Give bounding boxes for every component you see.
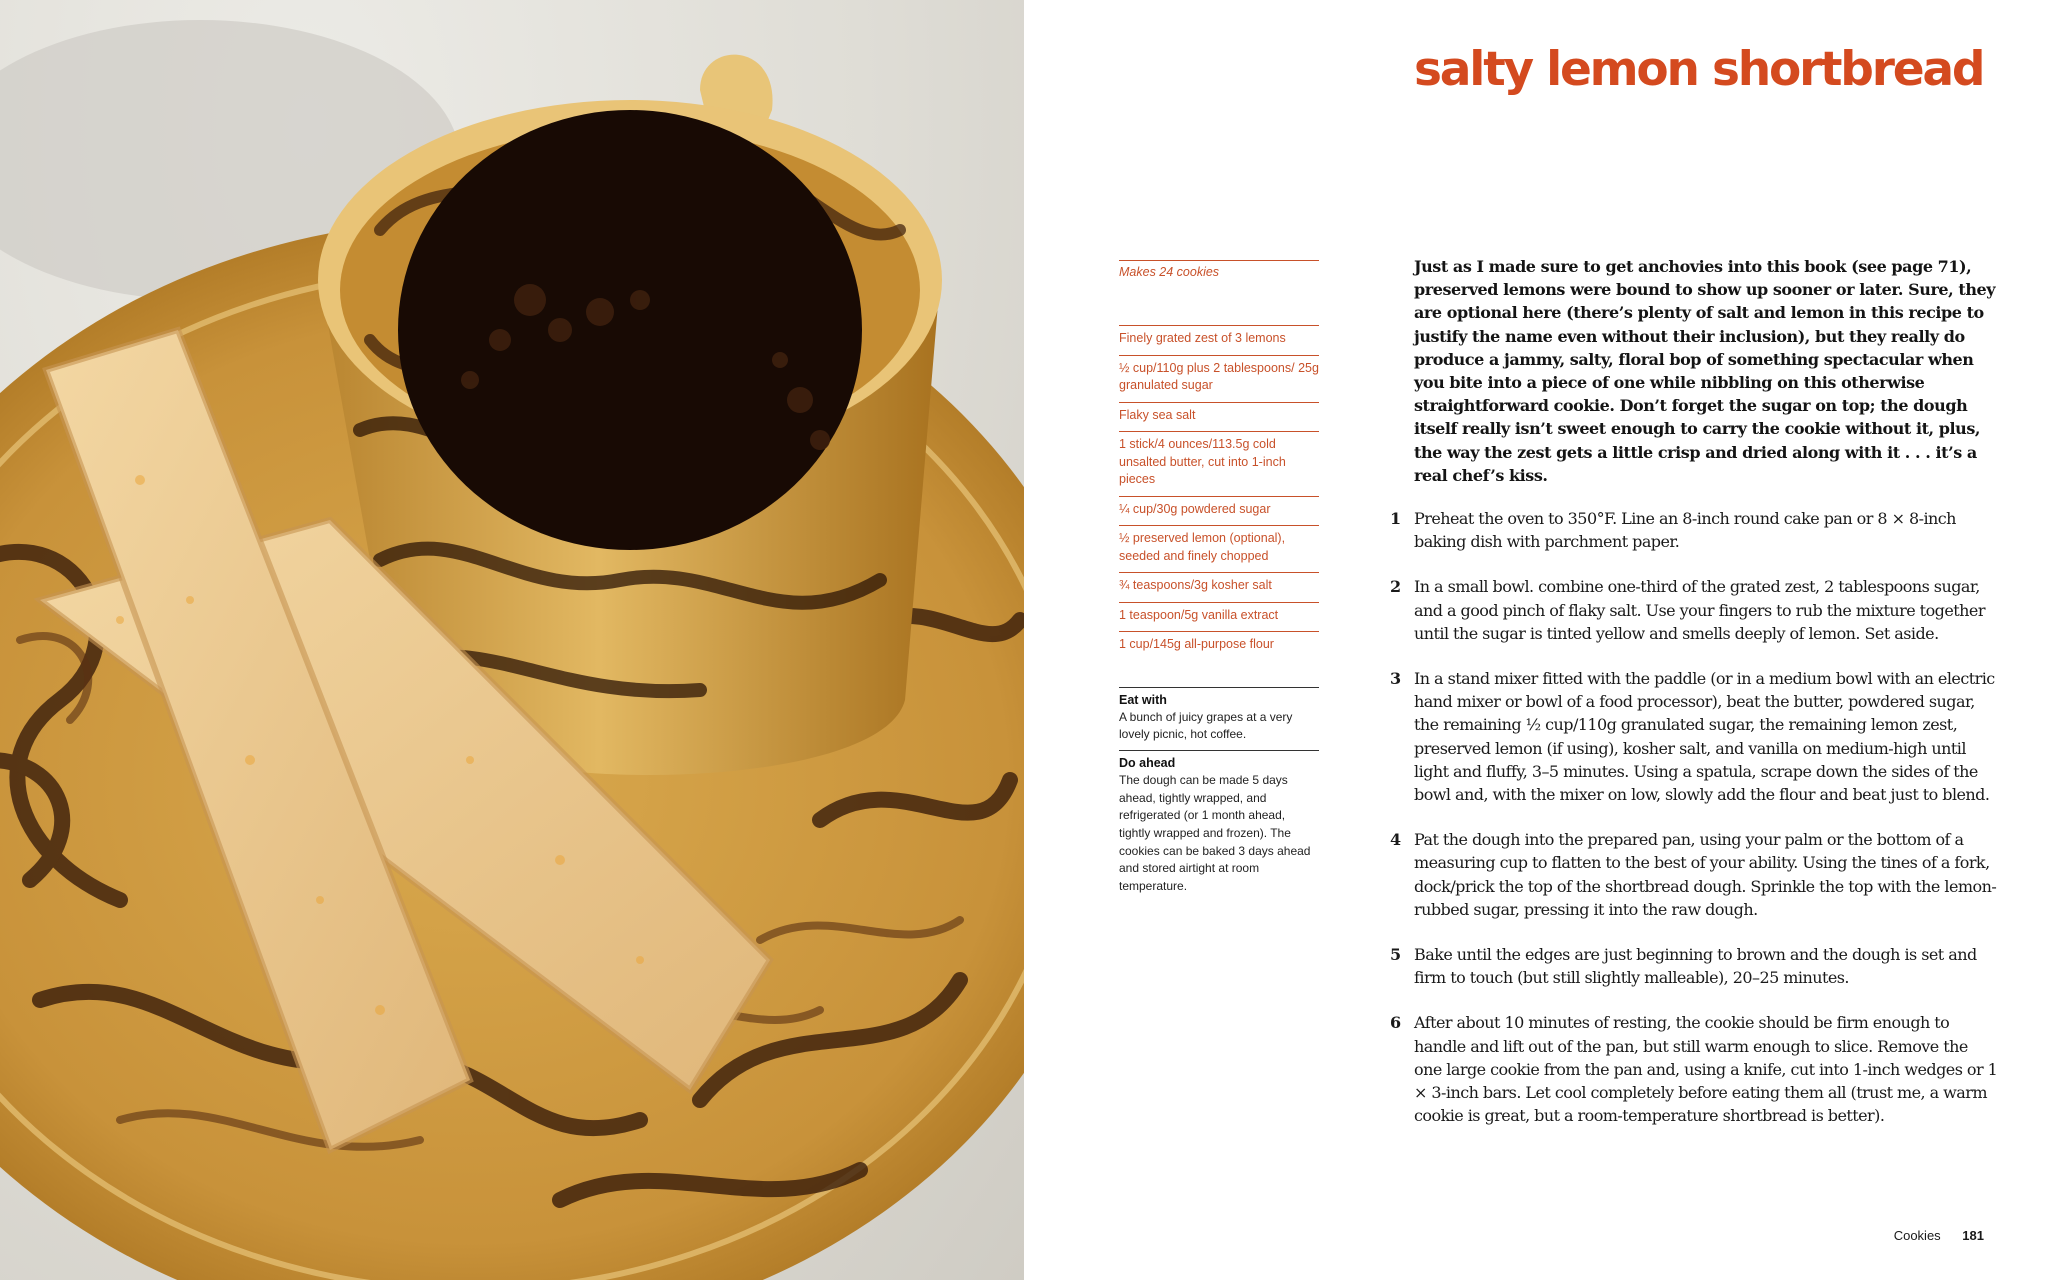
- ingredient-item: 1 teaspoon/5g vanilla extract: [1119, 602, 1319, 632]
- step-text: After about 10 minutes of resting, the cookie should be firm enough to handle and lift out of the pan, but still warm enough to slice. Remove the one large cookie from the pan and, using a knife, cut into 1-inch wedges or 1 × 3-inch bars. Let cool completely before eating them all (trust me, a warm cookie is great, but a room-temperature shortbread is better).: [1414, 1013, 1998, 1126]
- method-steps: [1390, 507, 2000, 1149]
- ingredient-item: 1 cup/145g all-purpose flour: [1119, 631, 1319, 661]
- recipe-title: salty lemon shortbread: [1414, 42, 1984, 97]
- ingredient-item: ½ cup/110g plus 2 tablespoons/ 25g granulated sugar: [1119, 355, 1319, 402]
- step-text: Bake until the edges are just beginning to brown and the dough is set and firm to touch (but still slightly malleable), 20–25 minutes.: [1414, 945, 1977, 988]
- ingredient-item: ½ preserved lemon (optional), seeded and finely chopped: [1119, 525, 1319, 572]
- coffee: [398, 110, 862, 550]
- recipe-yield: Makes 24 cookies: [1119, 260, 1319, 287]
- step-number: 6: [1390, 1013, 1402, 1033]
- ingredient-item: Finely grated zest of 3 lemons: [1119, 325, 1319, 355]
- step-number: 1: [1390, 509, 1402, 528]
- ingredients-sidebar: [1119, 260, 1319, 902]
- method-step: [1390, 507, 2000, 553]
- ingredient-item: 1 stick/4 ounces/113.5g cold unsalted butter, cut into 1-inch pieces: [1119, 431, 1319, 496]
- ingredient-item: ¼ cup/30g powdered sugar: [1119, 496, 1319, 526]
- step-number: 5: [1390, 945, 1402, 965]
- footer-section: Cookies: [1893, 1228, 1941, 1243]
- recipe-intro: Just as I made sure to get anchovies into this book (see page 71), preserved lemons were bound to show up sooner or later. Sure, they are optional here (there’s plenty of salt and lemon in this recipe to justify the name even without their inclusion), but they really do produce a jammy, salty, floral bop of something spectacular when you bite into a piece of one while nibbling on this otherwise straightforward cookie. Don’t forget the sugar on top; the dough itself really isn’t sweet enough to carry the cookie without it, plus, the way the zest gets a little crisp and dried along with it . . . it’s a real chef’s kiss.: [1414, 257, 1996, 485]
- method-step: [1390, 1011, 2000, 1127]
- recipe-notes: [1119, 687, 1319, 902]
- note-do-ahead: [1119, 750, 1319, 902]
- ingredient-item: ¾ teaspoons/3g kosher salt: [1119, 572, 1319, 602]
- note-text: A bunch of juicy grapes at a very lovely picnic, hot coffee.: [1119, 709, 1293, 742]
- step-text: Preheat the oven to 350°F. Line an 8-inch round cake pan or 8 × 8-inch baking dish with parchment paper.: [1414, 509, 1956, 552]
- note-heading: Eat with: [1119, 692, 1167, 707]
- step-text: In a stand mixer fitted with the paddle (or in a medium bowl with an electric hand mixer or bowl of a food processor), beat the butter, powdered sugar, the remaining ½ cup/110g granulated sugar, the remaining lemon zest, preserved lemon (if using), kosher salt, and vanilla on medium-high until light and fluffy, 3–5 minutes. Using a spatula, scrape down the sides of the bowl and, with the mixer on low, slowly add the flour and beat just to blend.: [1414, 669, 1995, 805]
- step-text: Pat the dough into the prepared pan, using your palm or the bottom of a measuring cup to flatten to the best of your ability. Using the tines of a fork, dock/prick the top of the shortbread dough. Sprinkle the top with the lemon-rubbed sugar, pressing it into the raw dough.: [1414, 830, 1997, 919]
- step-number: 2: [1390, 577, 1402, 597]
- note-text: The dough can be made 5 days ahead, tightly wrapped, and refrigerated (or 1 month ahead, tightly wrapped and frozen). The cookies can be baked 3 days ahead and stored airtight at room temperature.: [1119, 772, 1311, 894]
- method-step: [1390, 575, 2000, 645]
- step-number: 3: [1390, 669, 1402, 689]
- method-step: [1390, 943, 2000, 989]
- note-eat-with: [1119, 687, 1319, 750]
- note-heading: Do ahead: [1119, 755, 1176, 770]
- method-step: [1390, 667, 2000, 806]
- ingredient-item: Flaky sea salt: [1119, 402, 1319, 432]
- page-footer: [1894, 1228, 1984, 1243]
- method-step: [1390, 828, 2000, 921]
- page-number: 181: [1962, 1228, 1984, 1243]
- step-text: In a small bowl. combine one-third of the grated zest, 2 tablespoons sugar, and a good pinch of flaky salt. Use your fingers to rub the mixture together until the sugar is tinted yellow and smells deeply of lemon. Set aside.: [1414, 577, 1985, 643]
- ingredient-list: [1119, 325, 1319, 661]
- step-number: 4: [1390, 830, 1402, 850]
